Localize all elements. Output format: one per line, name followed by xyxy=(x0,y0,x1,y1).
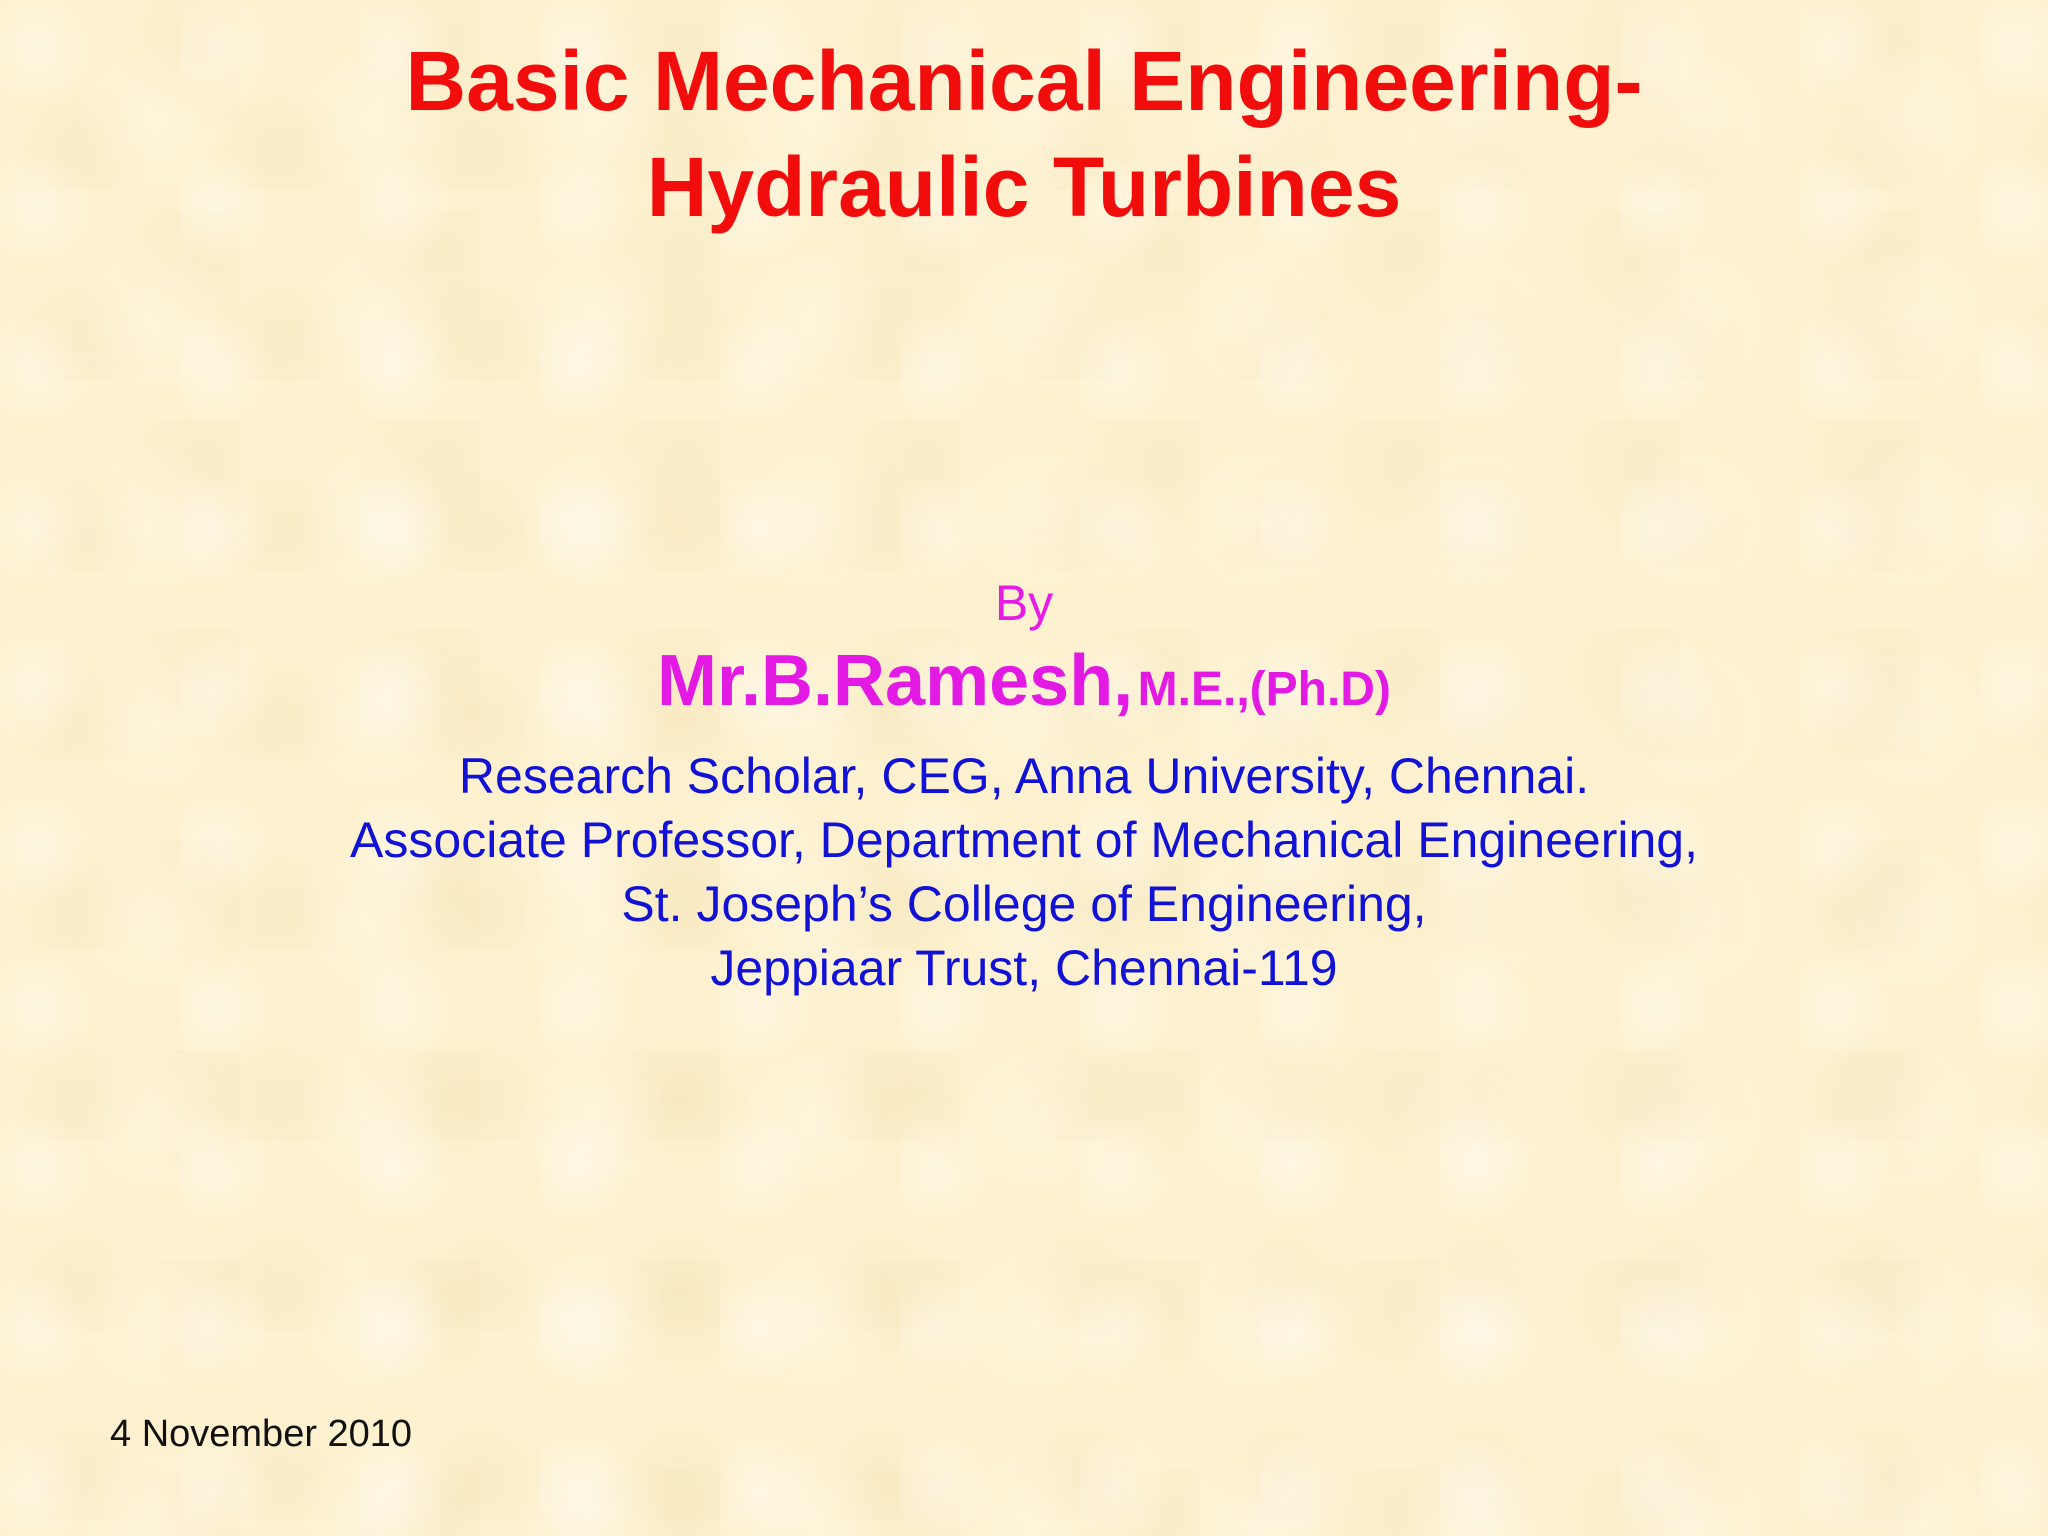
author-name: Mr.B.Ramesh, xyxy=(657,641,1134,721)
affiliation-line-1: Research Scholar, CEG, Anna University, Chennai. xyxy=(458,748,1590,804)
affiliation-line-4: Jeppiaar Trust, Chennai-119 xyxy=(710,940,1338,996)
affiliation-line-2: Associate Professor, Department of Mechanical Engineering, xyxy=(350,812,1698,868)
author-name-line xyxy=(0,638,2048,744)
slide-title xyxy=(0,28,2048,240)
title-line-2: Hydraulic Turbines xyxy=(646,140,1402,234)
affiliation-line-3: St. Joseph’s College of Engineering, xyxy=(621,876,1427,932)
author-degree: M.E.,(Ph.D) xyxy=(1137,663,1391,716)
by-label: By xyxy=(994,575,1054,631)
author-block xyxy=(0,568,2048,1000)
slide-date: 4 November 2010 xyxy=(110,1413,413,1455)
title-line-1: Basic Mechanical Engineering- xyxy=(405,34,1643,128)
